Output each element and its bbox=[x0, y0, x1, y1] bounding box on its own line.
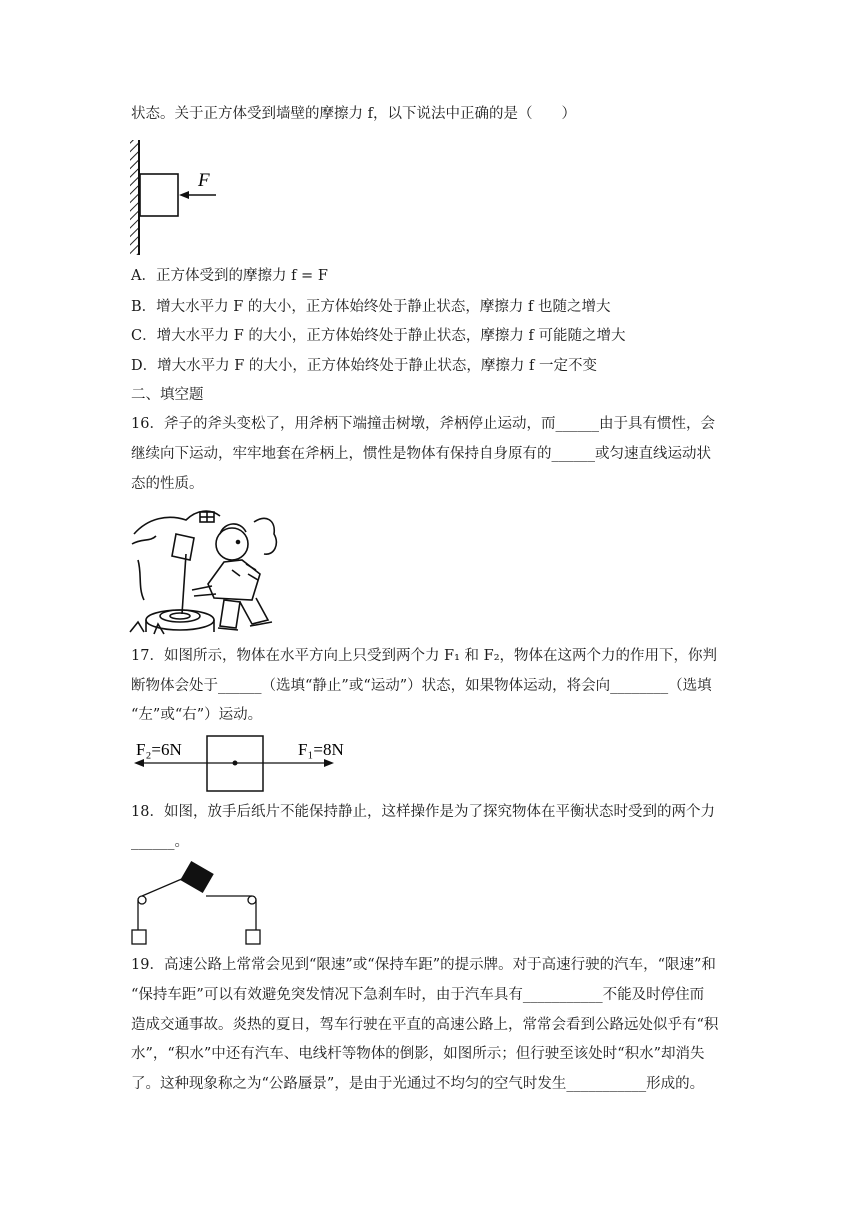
q17-line-3: “左”或“右”）运动。 bbox=[131, 707, 263, 723]
center-point bbox=[233, 761, 238, 766]
wall-block-figure bbox=[126, 138, 226, 258]
two-forces-figure bbox=[128, 733, 358, 793]
q17-line-1: 17．如图所示，物体在水平方向上只受到两个力 F₁ 和 F₂，物体在这两个力的作用下，你判 bbox=[131, 648, 718, 664]
pulley-card-figure bbox=[128, 858, 268, 948]
option-a: A．正方体受到的摩擦力 f = F bbox=[131, 268, 328, 284]
right-arrowhead bbox=[324, 759, 334, 767]
force-label-f: F bbox=[198, 170, 210, 191]
f2-label: F₂=6N bbox=[136, 740, 182, 759]
left-weight bbox=[132, 930, 146, 944]
q15-stem: 状态。关于正方体受到墙壁的摩擦力 f，以下说法中正确的是（ ） bbox=[131, 106, 576, 122]
right-weight bbox=[246, 930, 260, 944]
f1-label: F₁=8N bbox=[298, 740, 344, 759]
left-pulley bbox=[138, 896, 146, 904]
q19-line-5: 了。这种现象称之为“公路蜃景”，是由于光通过不均匀的空气时发生___________形成的。 bbox=[131, 1076, 705, 1092]
section-heading-fill-in: 二、填空题 bbox=[131, 387, 204, 403]
cube bbox=[140, 174, 178, 216]
q17-line-2: 断物体会处于______（选填“静止”或“运动”）状态，如果物体运动，将会向________（选填 bbox=[131, 678, 712, 694]
q16-line-3: 态的性质。 bbox=[131, 476, 204, 492]
option-d: D．增大水平力 F 的大小，正方体始终处于静止状态，摩擦力 f 一定不变 bbox=[131, 358, 597, 374]
q18-line-1: 18．如图，放手后纸片不能保持静止，这样操作是为了探究物体在平衡状态时受到的两个力 bbox=[131, 804, 715, 820]
q16-line-1: 16．斧子的斧头变松了，用斧柄下端撞击树墩，斧柄停止运动，而______由于具有惯性，会 bbox=[131, 416, 715, 432]
q16-line-2: 继续向下运动，牢牢地套在斧柄上，惯性是物体有保持自身原有的______或匀速直线运动状 bbox=[131, 446, 711, 462]
q19-line-4: 水”，“积水”中还有汽车、电线杆等物体的倒影，如图所示；但行驶至该处时“积水”却消失 bbox=[131, 1046, 705, 1062]
card bbox=[180, 861, 214, 893]
q19-line-1: 19．高速公路上常常会见到“限速”或“保持车距”的提示牌。对于高速行驶的汽车，“限速”和 bbox=[131, 957, 716, 973]
right-pulley bbox=[248, 896, 256, 904]
wall-hatching bbox=[130, 140, 138, 255]
q19-line-3: 造成交通事故。炎热的夏日，驾车行驶在平直的高速公路上，常常会看到公路远处似乎有“积 bbox=[131, 1017, 719, 1033]
option-c: C．增大水平力 F 的大小，正方体始终处于静止状态，摩擦力 f 可能随之增大 bbox=[131, 328, 626, 344]
force-arrowhead bbox=[179, 191, 189, 199]
left-arrowhead bbox=[134, 759, 144, 767]
q18-line-2: ______。 bbox=[131, 834, 189, 850]
option-b: B．增大水平力 F 的大小，正方体始终处于静止状态，摩擦力 f 也随之增大 bbox=[131, 299, 611, 315]
q19-line-2: “保持车距”可以有效避免突发情况下急刹车时，由于汽车具有___________不能及时停住而 bbox=[131, 987, 705, 1003]
axe-cartoon-figure bbox=[128, 504, 280, 638]
